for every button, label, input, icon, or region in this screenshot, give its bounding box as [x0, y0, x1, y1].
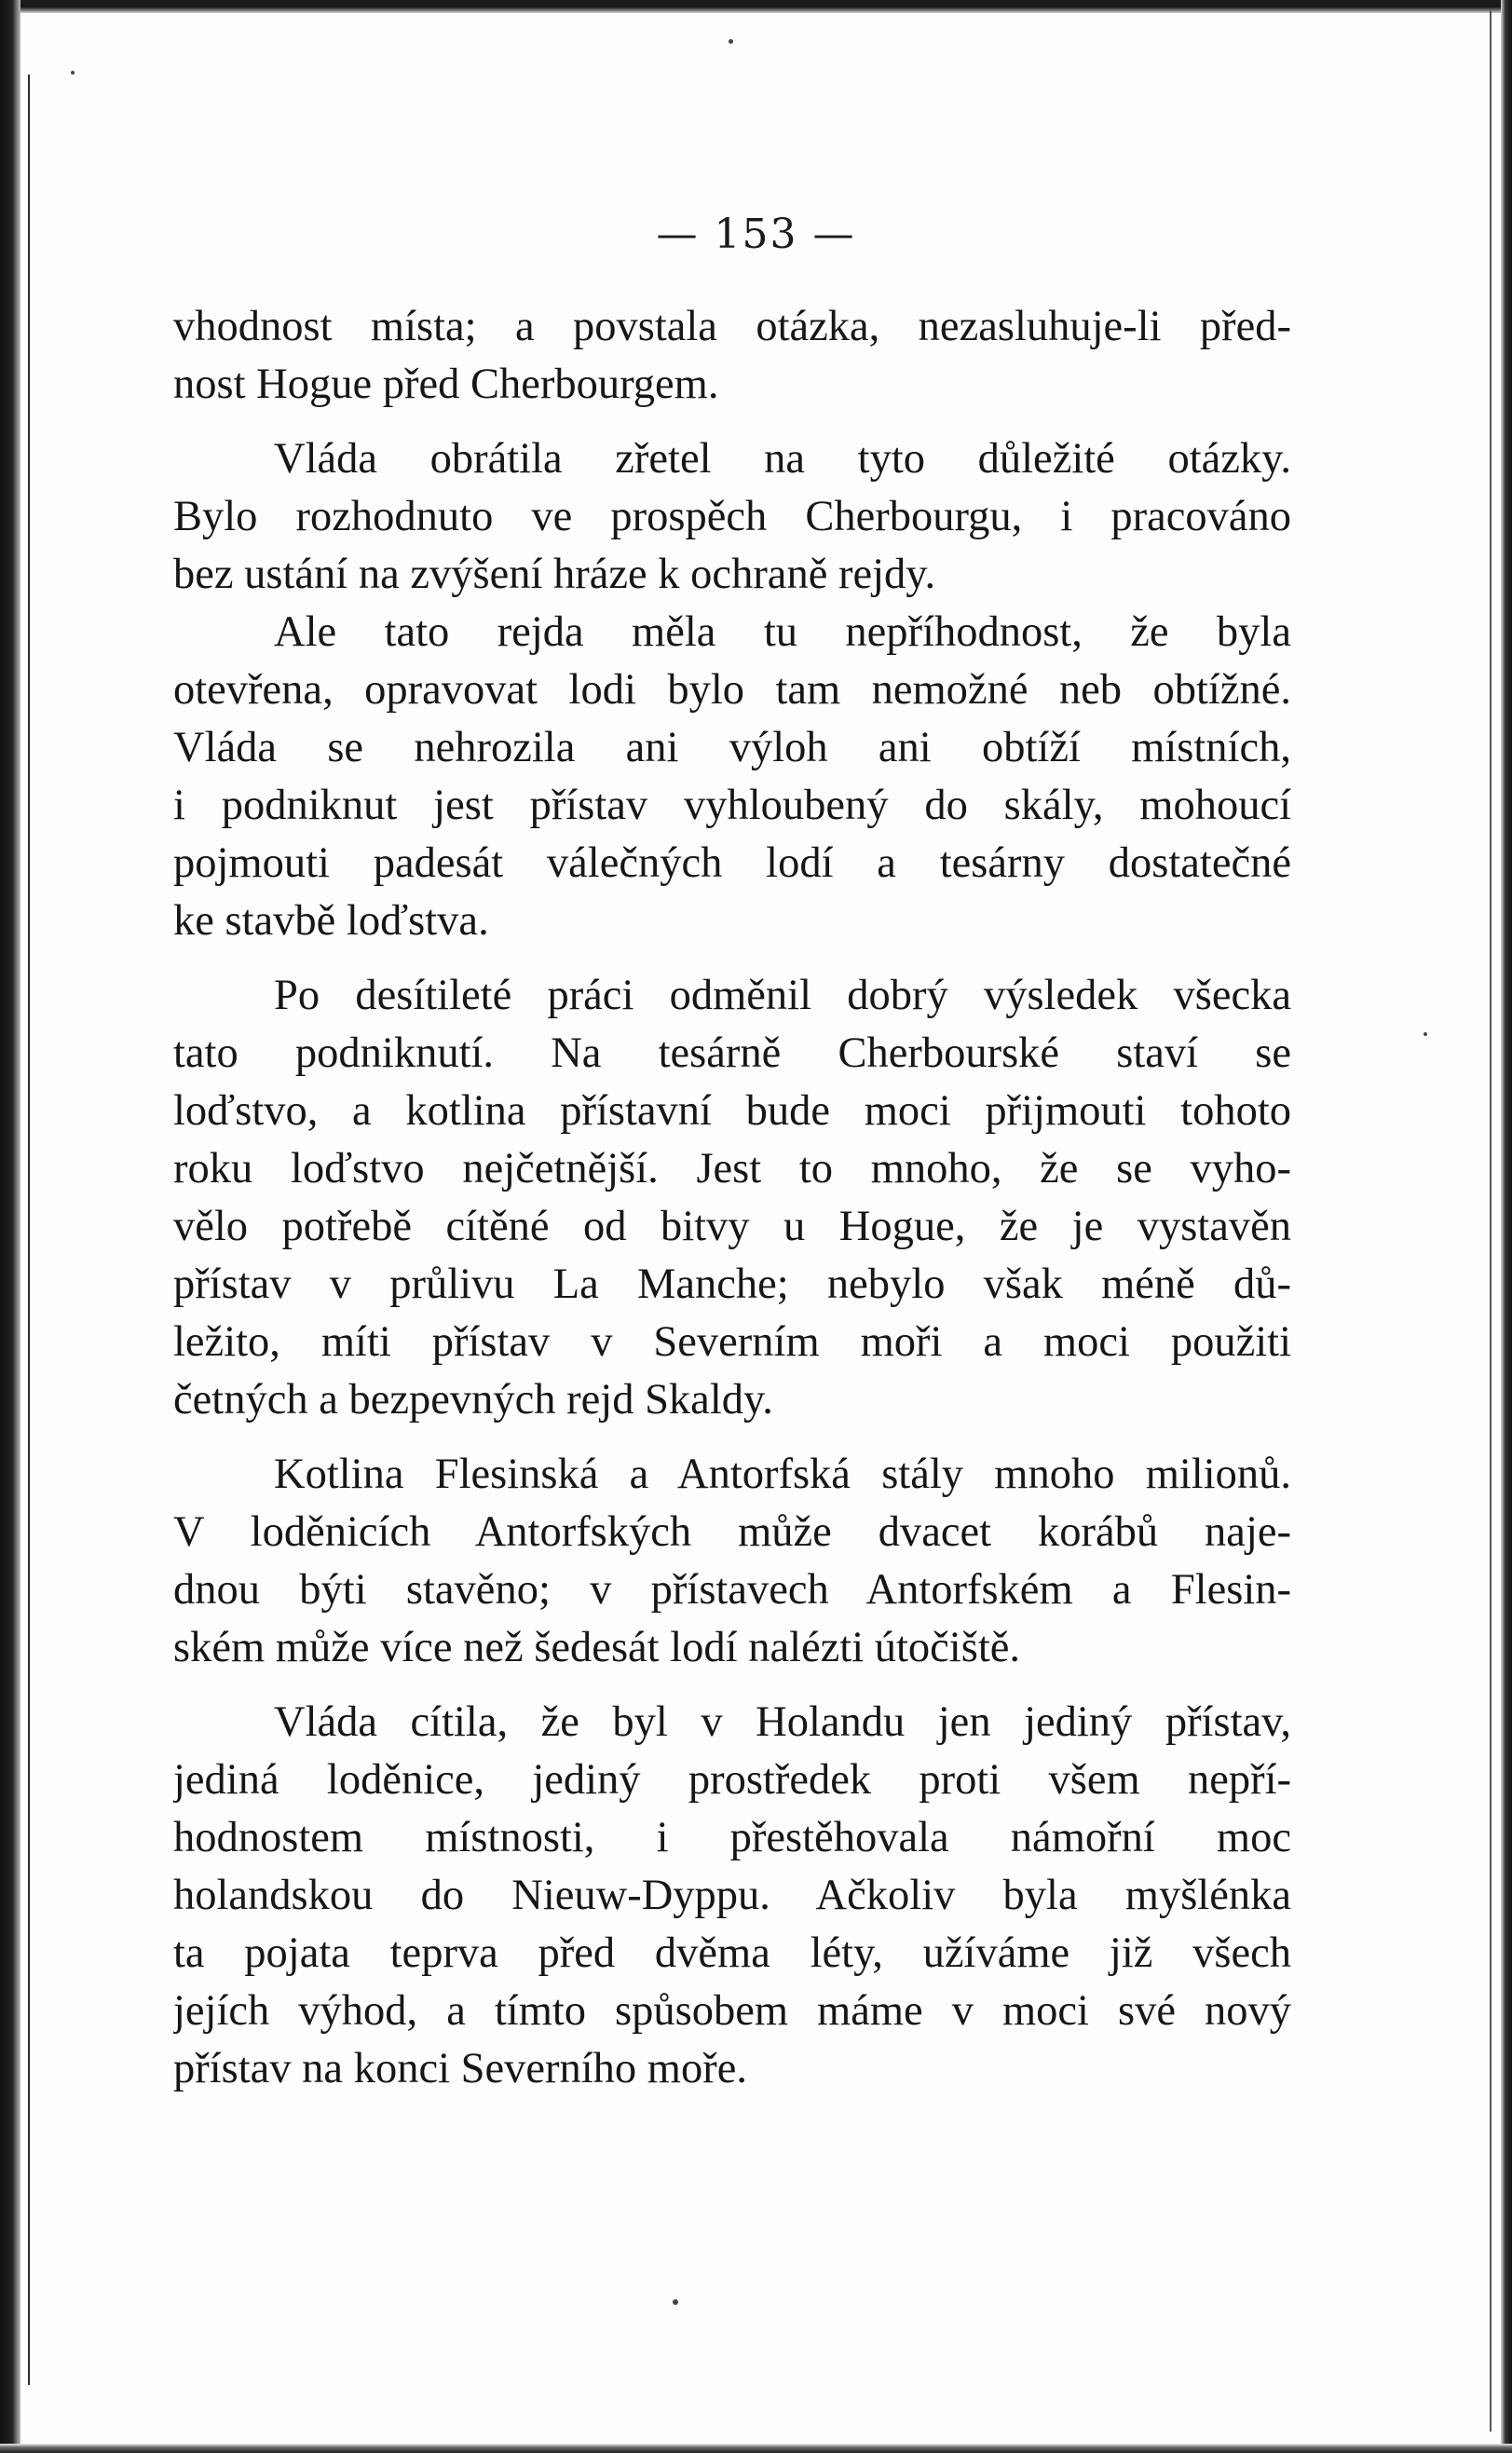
text-line: bez ustání na zvýšení hráze k ochraně rejdy.	[173, 551, 936, 598]
paragraph-1	[173, 298, 1291, 414]
text-line: loďstvo, a kotlina přístavní bude moci přijmouti tohoto	[173, 1087, 1291, 1135]
text-line: vělo potřebě cítěné od bitvy u Hogue, že je vystavěn	[173, 1203, 1291, 1250]
text-line: otevřena, opravovat lodi bylo tam nemožné neb obtížné.	[173, 666, 1291, 714]
text-line: ke stavbě loďstva.	[173, 897, 489, 945]
body-text	[173, 298, 1291, 2115]
text-line: Kotlina Flesinská a Antorfská stály mnoho milionů.	[274, 1451, 1291, 1498]
text-line: přístav na konci Severního moře.	[173, 2045, 747, 2092]
text-line: ském může více než šedesát lodí nalézti útočiště.	[173, 1624, 1020, 1671]
text-line: ležito, míti přístav v Severním moři a moci použiti	[173, 1318, 1291, 1366]
text-line: Ale tato rejda měla tu nepříhodnost, že byla	[274, 608, 1291, 656]
text-line: Bylo rozhodnuto ve prospěch Cherbourgu, i pracováno	[173, 493, 1291, 540]
paragraph-5	[173, 1694, 1291, 2098]
text-line: vhodnost místa; a povstala otázka, nezasluhuje-li před-	[173, 303, 1291, 350]
dust-speck	[1423, 1032, 1427, 1036]
text-line: V loděnicích Antorfských může dvacet korábů naje-	[173, 1508, 1291, 1556]
scan-edge-right	[1501, 0, 1512, 2453]
paragraph-4	[173, 1446, 1291, 1677]
text-line: nost Hogue před Cherbourgem.	[173, 361, 719, 408]
text-line: i podniknut jest přístav vyhloubený do skály, mohoucí	[173, 782, 1291, 829]
scan-edge-left	[0, 0, 20, 2453]
text-line: ta pojata teprva před dvěma léty, užíváme již všech	[173, 1929, 1291, 1977]
text-line: pojmouti padesát válečných lodí a tesárny dostatečné	[173, 839, 1291, 887]
text-line: dnou býti stavěno; v přístavech Antorfském a Flesin-	[173, 1566, 1291, 1614]
text-line: Po desítileté práci odměnil dobrý výsledek všecka	[274, 972, 1291, 1019]
page-number: — 153 —	[656, 211, 856, 258]
text-line: četných a bezpevných rejd Skaldy.	[173, 1376, 773, 1424]
text-line: Vláda cítila, že byl v Holandu jen jediný přístav,	[274, 1698, 1291, 1746]
page-fold-line	[28, 75, 30, 2385]
text-line: jediná loděnice, jediný prostředek proti všem nepří-	[173, 1756, 1291, 1804]
text-line: hodnostem místnosti, i přestěhovala námořní moc	[173, 1814, 1291, 1861]
text-line: Vláda se nehrozila ani výloh ani obtíží místních,	[173, 724, 1291, 771]
paragraph-2	[173, 430, 1291, 950]
text-line: tato podniknutí. Na tesárně Cherbourské staví se	[173, 1029, 1291, 1077]
dust-speck	[729, 39, 733, 44]
page-edge-line	[1490, 9, 1492, 2432]
scan-edge-top	[0, 0, 1512, 13]
text-line: roku loďstvo nejčetnější. Jest to mnoho, že se vyho-	[173, 1145, 1291, 1192]
text-line: přístav v průlivu La Manche; nebylo však méně dů-	[173, 1261, 1291, 1308]
paragraph-3	[173, 967, 1291, 1429]
scan-edge-bottom	[0, 2444, 1512, 2453]
dust-speck	[71, 71, 75, 75]
text-line: jejích výhod, a tímto spůsobem máme v moci své nový	[173, 1987, 1291, 2035]
dust-speck	[673, 2299, 678, 2305]
text-line: holandskou do Nieuw-Dyppu. Ačkoliv byla myšlénka	[173, 1872, 1291, 1919]
text-line: Vláda obrátila zřetel na tyto důležité otázky.	[274, 435, 1291, 483]
